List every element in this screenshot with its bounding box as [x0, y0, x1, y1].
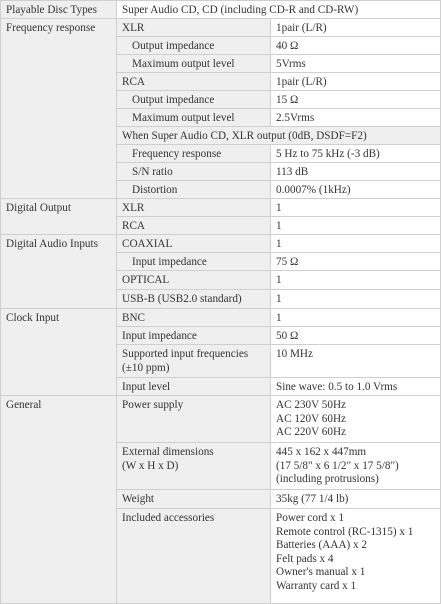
- spec-name-weight: Weight: [117, 490, 271, 509]
- section-label-general: General: [1, 396, 117, 603]
- power-supply-line: AC 120V 60Hz: [276, 412, 347, 425]
- spec-value-bnc: 1: [271, 309, 440, 327]
- spec-value-input-level: Sine wave: 0.5 to 1.0 Vrms: [271, 378, 440, 396]
- spec-name-rca: RCA: [117, 73, 271, 91]
- spec-value-frequency-response: 5 Hz to 75 kHz (-3 dB): [271, 145, 440, 163]
- power-supply-line: AC 220V 60Hz: [276, 426, 347, 439]
- spec-value-xlr-max-output: 5Vrms: [271, 55, 440, 73]
- spec-name-xlr: XLR: [117, 19, 271, 37]
- spec-value-digital-xlr: 1: [271, 199, 440, 217]
- spec-name-usb-b: USB-B (USB2.0 standard): [117, 290, 271, 309]
- spec-name-distortion: Distortion: [117, 181, 271, 199]
- spec-value-power-supply: [271, 396, 440, 443]
- dimensions-line: (including protrusions): [276, 473, 379, 486]
- spec-name-coaxial-impedance: Input impedance: [117, 253, 271, 271]
- dimensions-line: (17 5/8" x 6 1/2" x 17 5/8"): [276, 459, 399, 472]
- spec-value-external-dimensions: [271, 443, 440, 490]
- spec-value-coaxial-impedance: 75 Ω: [271, 253, 440, 271]
- spec-name-supported-frequencies-line1: Supported input frequencies: [122, 348, 249, 360]
- spec-name-sn-ratio: S/N ratio: [117, 163, 271, 181]
- accessory-item: Power cord x 1: [276, 512, 345, 524]
- spec-name-bnc: BNC: [117, 309, 271, 327]
- spec-name-power-supply: Power supply: [117, 396, 271, 443]
- accessory-item: Warranty card x 1: [276, 579, 357, 592]
- spec-value-clock-impedance: 50 Ω: [271, 327, 440, 345]
- spec-name-digital-rca: RCA: [117, 217, 271, 235]
- spec-value-included-accessories: [271, 509, 440, 603]
- section-label-playable-disc: Playable Disc Types: [1, 1, 117, 19]
- spec-name-coaxial: COAXIAL: [117, 235, 271, 253]
- section-label-frequency-response: Frequency response: [1, 19, 117, 199]
- section-label-digital-output: Digital Output: [1, 199, 117, 235]
- spec-name-rca-max-output: Maximum output level: [117, 109, 271, 127]
- spec-value-rca-output-impedance: 15 Ω: [271, 91, 440, 109]
- sacd-measurement-note: When Super Audio CD, XLR output (0dB, DSDF=F2): [117, 127, 440, 145]
- spec-value-usb-b: 1: [271, 290, 440, 309]
- spec-value-coaxial: 1: [271, 235, 440, 253]
- section-label-digital-audio-inputs: Digital Audio Inputs: [1, 235, 117, 309]
- spec-name-external-dimensions-line1: External dimensions: [122, 446, 214, 458]
- accessory-item: Batteries (AAA) x 2: [276, 539, 368, 552]
- spec-value-rca: 1pair (L/R): [271, 73, 440, 91]
- spec-name-external-dimensions-line2: (W x H x D): [122, 459, 179, 472]
- spec-value-supported-frequencies: 10 MHz: [271, 345, 440, 378]
- power-supply-line: AC 230V 50Hz: [276, 399, 347, 411]
- spec-name-rca-output-impedance: Output impedance: [117, 91, 271, 109]
- spec-value-optical: 1: [271, 271, 440, 290]
- spec-value-digital-rca: 1: [271, 217, 440, 235]
- spec-name-digital-xlr: XLR: [117, 199, 271, 217]
- accessory-item: Remote control (RC-1315) x 1: [276, 525, 414, 538]
- spec-value-weight: 35kg (77 1/4 lb): [271, 490, 440, 509]
- spec-name-supported-frequencies-line2: (±10 ppm): [122, 361, 170, 374]
- spec-name-frequency-response: Frequency response: [117, 145, 271, 163]
- spec-name-optical: OPTICAL: [117, 271, 271, 290]
- accessory-item: Owner's manual x 1: [276, 566, 366, 579]
- spec-value-xlr-output-impedance: 40 Ω: [271, 37, 440, 55]
- dimensions-line: 445 x 162 x 447mm: [276, 446, 367, 458]
- spec-name-xlr-max-output: Maximum output level: [117, 55, 271, 73]
- spec-name-included-accessories: Included accessories: [117, 509, 271, 603]
- spec-value-distortion: 0.0007% (1kHz): [271, 181, 440, 199]
- spec-name-clock-impedance: Input impedance: [117, 327, 271, 345]
- spec-value-xlr: 1pair (L/R): [271, 19, 440, 37]
- accessory-item: Felt pads x 4: [276, 552, 334, 565]
- spec-name-external-dimensions: [117, 443, 271, 490]
- spec-value-rca-max-output: 2.5Vrms: [271, 109, 440, 127]
- spec-name-input-level: Input level: [117, 378, 271, 396]
- spec-name-xlr-output-impedance: Output impedance: [117, 37, 271, 55]
- spec-value-sn-ratio: 113 dB: [271, 163, 440, 181]
- playable-disc-value: Super Audio CD, CD (including CD-R and CD-RW): [117, 1, 440, 19]
- section-label-clock-input: Clock Input: [1, 309, 117, 396]
- spec-name-supported-frequencies: [117, 345, 271, 378]
